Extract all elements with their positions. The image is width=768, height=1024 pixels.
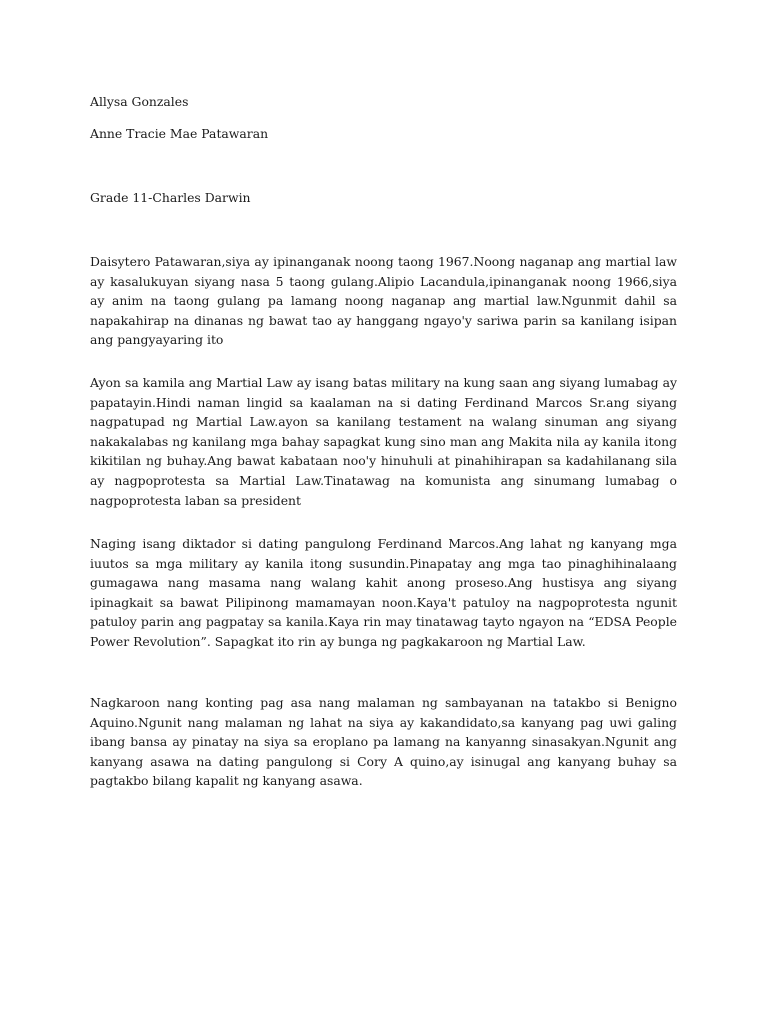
paragraph-3: Naging isang diktador si dating pangulong Ferdinand Marcos.Ang lahat ng kanyang mga iuutos sa mga military ay kanila itong susundin.Pinapatay ang mga tao pinaghihinalaang gumagawa nang masama nang walang kahit anong proseso.Ang hustisya ang siyang ipinagkait sa bawat Pilipinong mamamayan noon.Kaya't patuloy na nagpoprotesta ngunit patuloy parin ang pagpatay sa kanila.Kaya rin may tinatawag tayto ngayon na “EDSA People Power Revolution”. Sapagkat ito rin ay bunga ng pagkakaroon ng Martial Law. bbox=[90, 536, 677, 649]
grade-section: Grade 11-Charles Darwin bbox=[90, 190, 251, 205]
paragraph-4: Nagkaroon nang konting pag asa nang malaman ng sambayanan na tatakbo si Benigno Aquino.Ngunit nang malaman ng lahat na siya ay kakandidato,sa kanyang pag uwi galing ibang bansa ay pinatay na siya sa eroplano pa lamang na kanyanng sinasakyan.Ngunit ang kanyang asawa na dating pangulong si Cory A quino,ay isinugal ang kanyang buhay sa pagtakbo bilang kapalit ng kanyang asawa. bbox=[90, 695, 677, 789]
author-name-1: Allysa Gonzales bbox=[90, 94, 189, 109]
paragraph-1: Daisytero Patawaran,siya ay ipinanganak noong taong 1967.Noong naganap ang martial law ay kasalukuyan siyang nasa 5 taong gulang.Alipio Lacandula,ipinanganak noong 1966,siya ay anim na taong gulang pa lamang noong naganap ang martial law.Ngunmit dahil sa napakahirap na dinanas ng bawat tao ay hanggang ngayo'y sariwa parin sa kanilang isipan ang pangyayaring ito bbox=[90, 254, 677, 348]
author-name-2: Anne Tracie Mae Patawaran bbox=[90, 126, 269, 141]
paragraph-2: Ayon sa kamila ang Martial Law ay isang batas military na kung saan ang siyang lumabag ay papatayin.Hindi naman lingid sa kaalaman na si dating Ferdinand Marcos Sr.ang siyang nagpatupad ng Martial Law.ayon sa kanilang testament na walang sinuman ang siyang nakakalabas ng kanilang mga bahay sapagkat kung sino man ang Makita nila ay kanila itong kikitilan ng buhay.Ang bawat kabataan noo'y hinuhuli at pinahihirapan sa kadahilanang sila ay nagpoprotesta sa Martial Law.Tinatawag na komunista ang sinumang lumabag o nagpoprotesta laban sa president bbox=[90, 375, 677, 508]
